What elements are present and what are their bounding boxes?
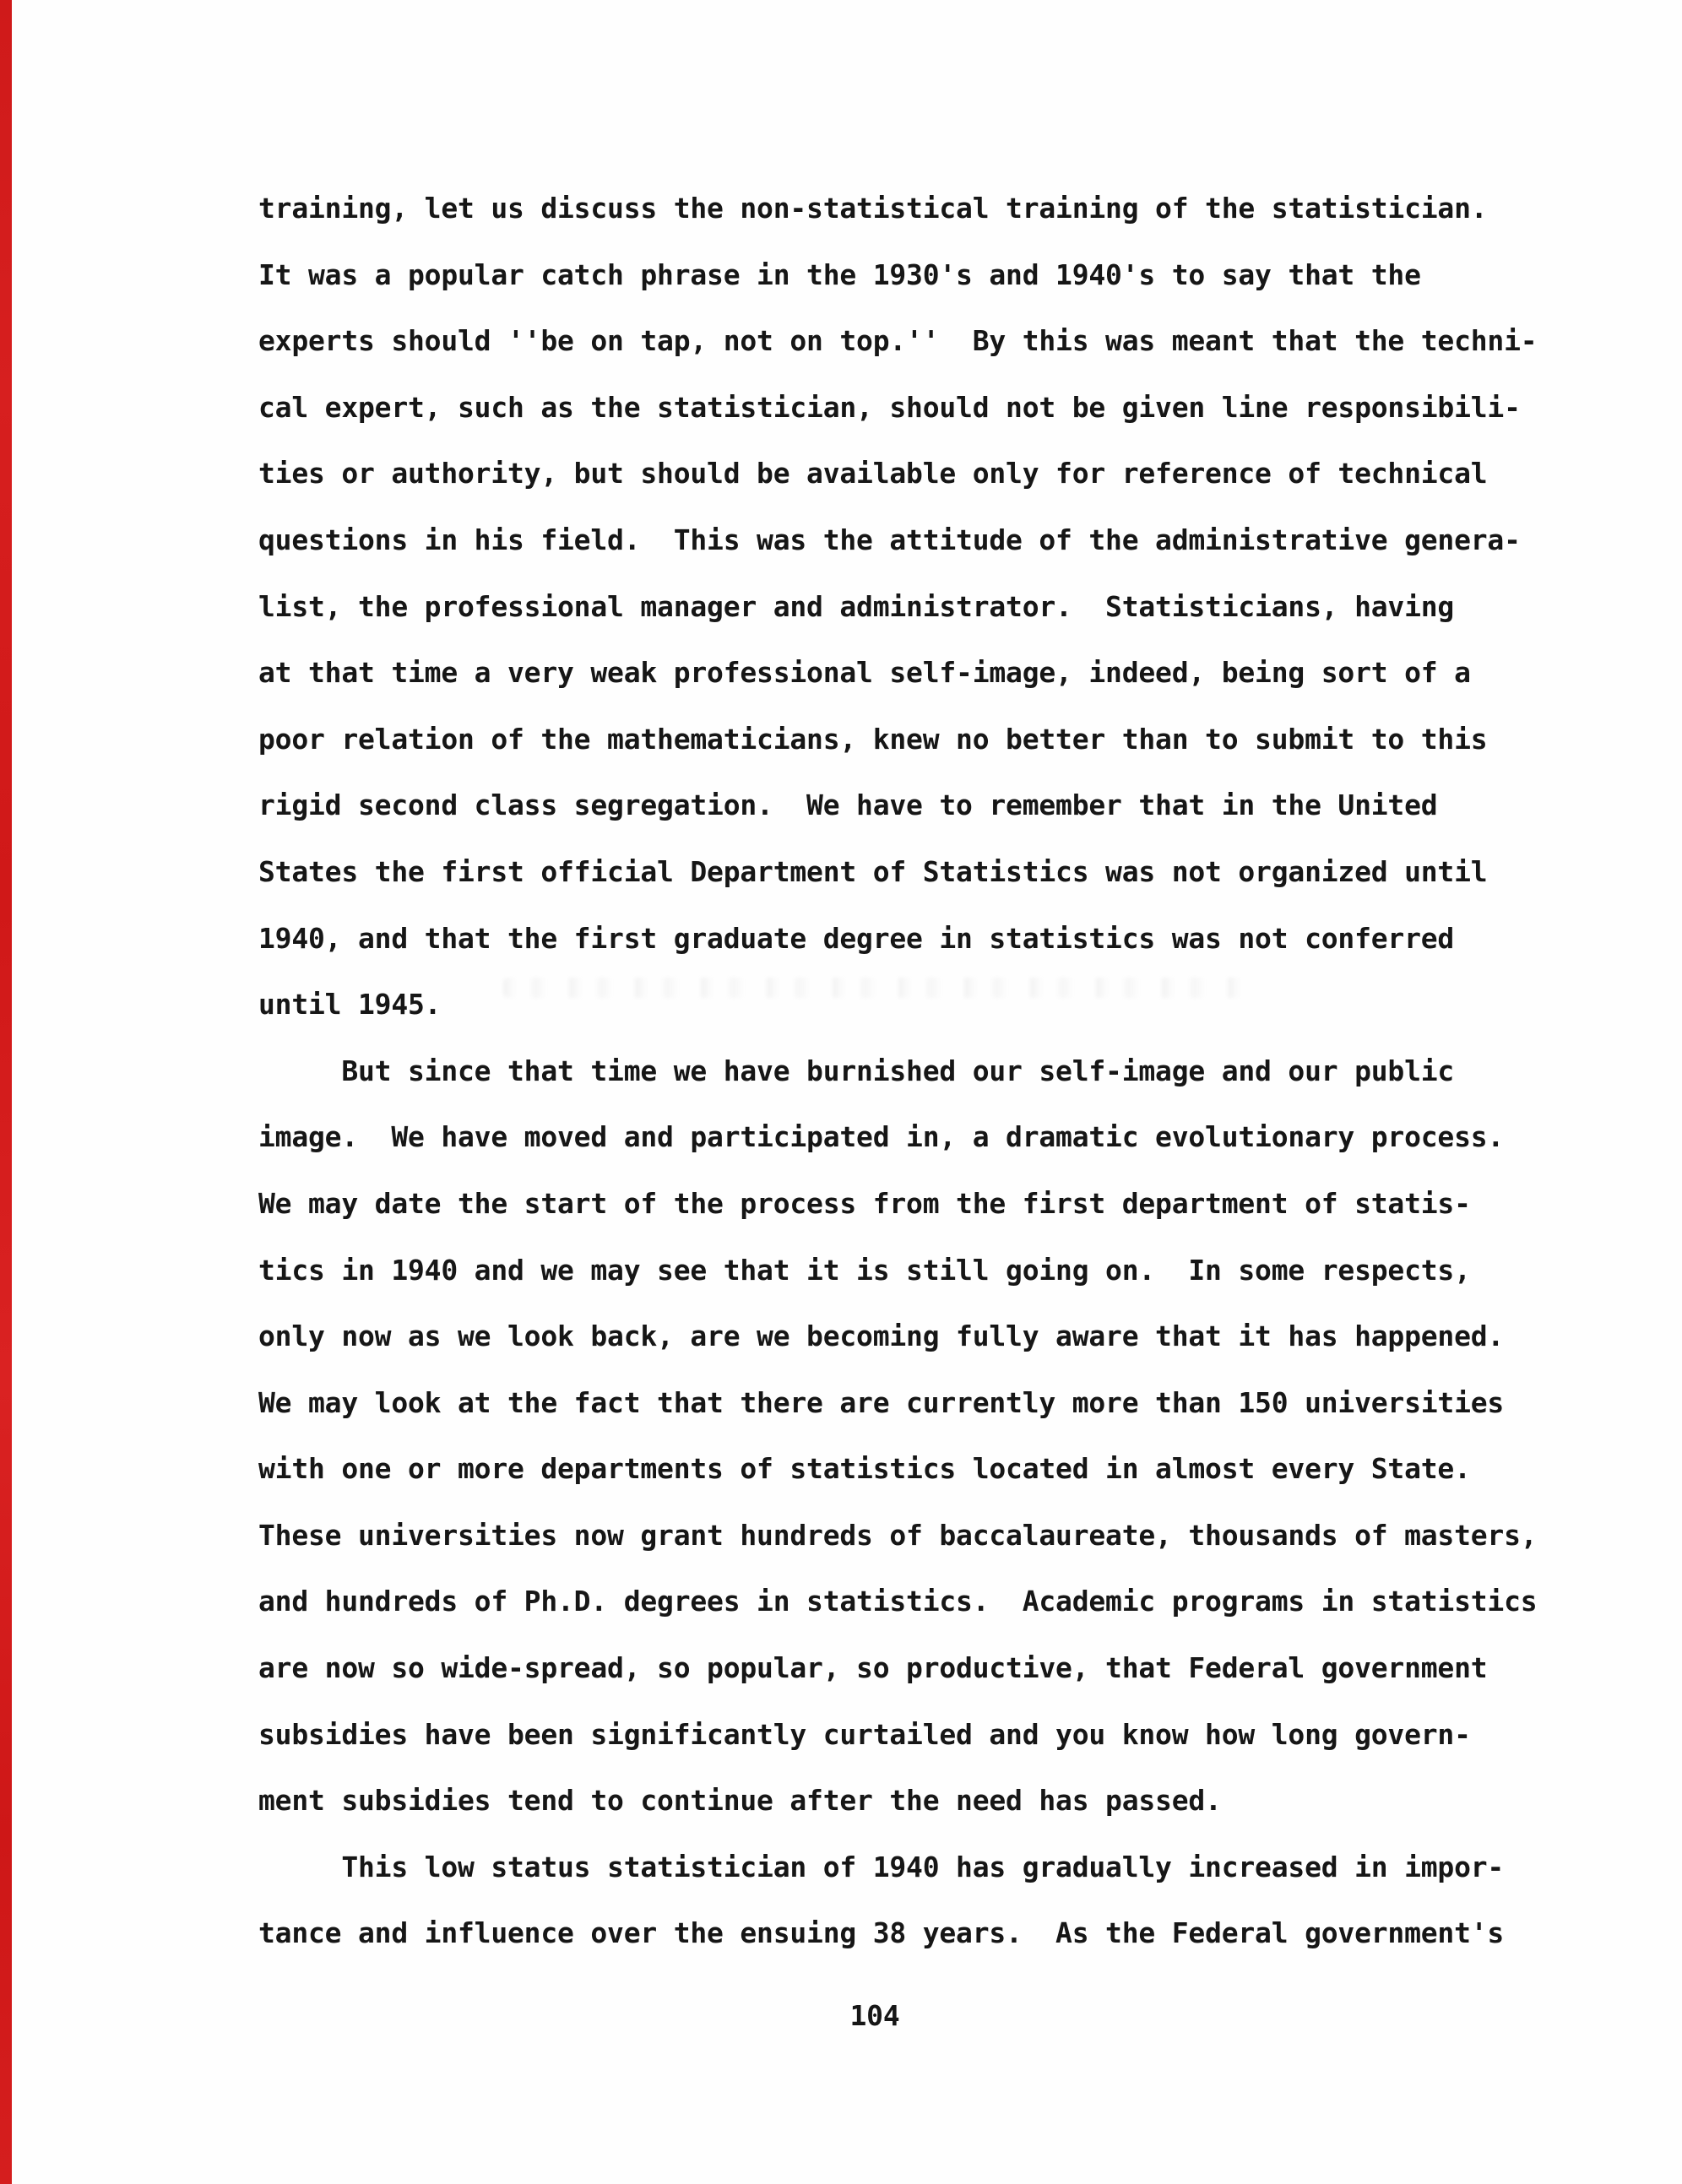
text-line: only now as we look back, are we becoming fully aware that it has happened. [258, 1320, 1505, 1353]
text-line: But since that time we have burnished our self-image and our public [258, 1054, 1455, 1087]
text-line: poor relation of the mathematicians, knew no better than to submit to this [258, 722, 1488, 756]
text-line: questions in his field. This was the attitude of the administrative genera- [258, 523, 1521, 556]
text-line: and hundreds of Ph.D. degrees in statistics. Academic programs in statistics [258, 1585, 1538, 1618]
text-line: 1940, and that the first graduate degree in statistics was not conferred [258, 921, 1455, 955]
text-line: States the first official Department of Statistics was not organized until [258, 854, 1488, 888]
text-line: cal expert, such as the statistician, should not be given line responsibili- [258, 390, 1521, 424]
text-line: rigid second class segregation. We have to remember that in the United [258, 789, 1438, 822]
text-line: image. We have moved and participated in, a dramatic evolutionary process. [258, 1120, 1505, 1154]
scan-edge-stripe [0, 0, 12, 2184]
erased-text-artifact [503, 978, 1246, 998]
text-line: until 1945. [258, 988, 442, 1022]
text-line: with one or more departments of statistics located in almost every State. [258, 1452, 1471, 1486]
text-line: experts should ''be on tap, not on top.'' By this was meant that the techni- [258, 324, 1538, 358]
text-line: tics in 1940 and we may see that it is still going on. In some respects, [258, 1253, 1471, 1287]
text-line: list, the professional manager and administrator. Statisticians, having [258, 589, 1455, 623]
text-line: subsidies have been significantly curtailed and you know how long govern- [258, 1717, 1471, 1751]
text-line: at that time a very weak professional self-image, indeed, being sort of a [258, 656, 1471, 690]
text-line: ties or authority, but should be available only for reference of technical [258, 457, 1488, 490]
text-line: It was a popular catch phrase in the 1930's and 1940's to say that the [258, 257, 1421, 291]
text-line: ment subsidies tend to continue after the need has passed. [258, 1784, 1222, 1818]
text-line: are now so wide-spread, so popular, so productive, that Federal government [258, 1651, 1488, 1685]
page-number: 104 [849, 1999, 900, 2032]
text-line: We may date the start of the process from the first department of statis- [258, 1186, 1471, 1220]
text-line: training, let us discuss the non-statistical training of the statistician. [258, 192, 1488, 225]
text-line: These universities now grant hundreds of baccalaureate, thousands of masters, [258, 1518, 1538, 1552]
text-line: tance and influence over the ensuing 38 years. As the Federal government's [258, 1916, 1505, 1950]
text-line: This low status statistician of 1940 has gradually increased in impor- [258, 1850, 1505, 1883]
body-text [258, 176, 1609, 1967]
text-line: We may look at the fact that there are currently more than 150 universities [258, 1385, 1505, 1419]
